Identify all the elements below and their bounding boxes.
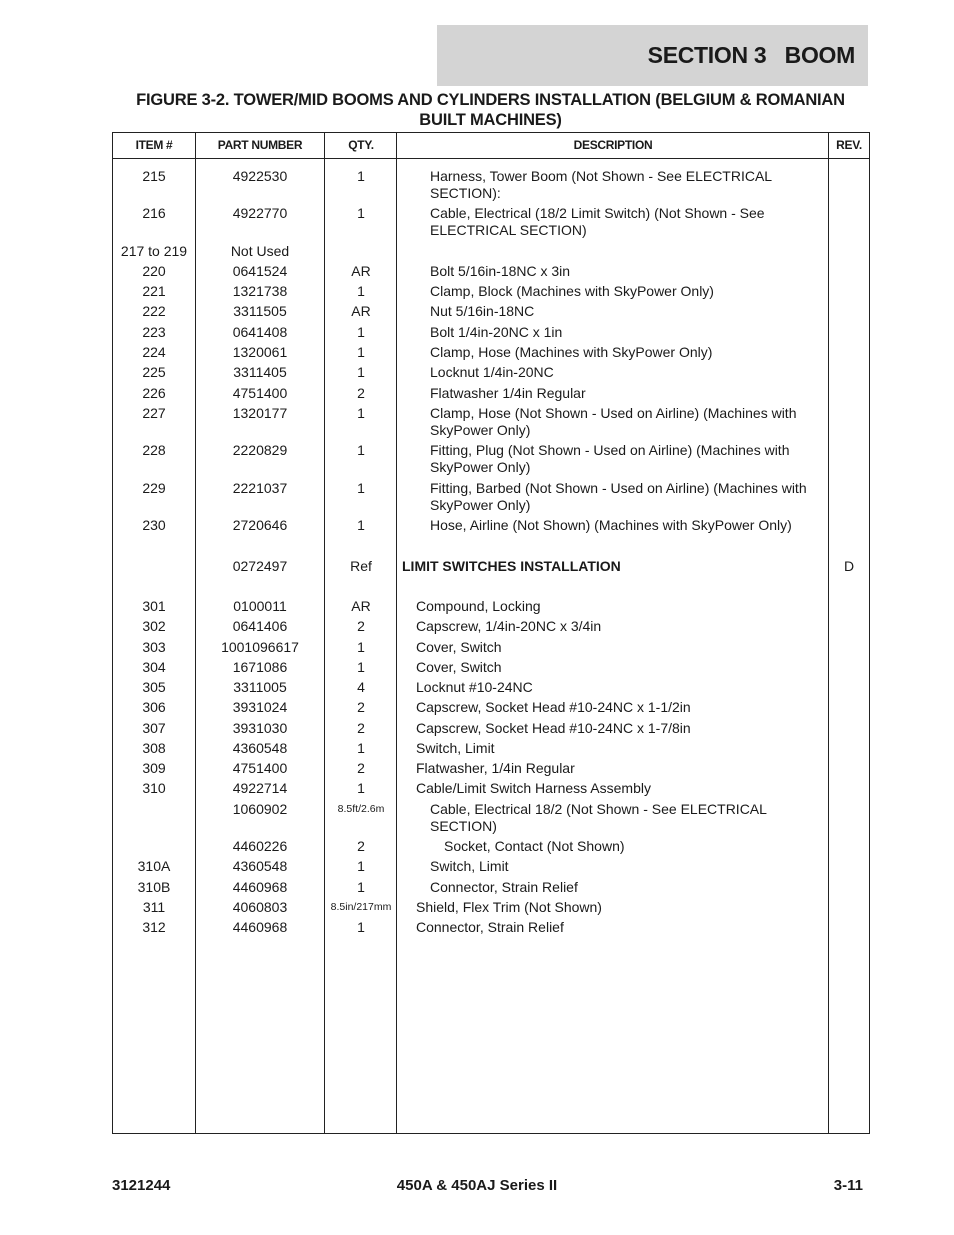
description-cell: Switch, Limit <box>430 858 509 874</box>
qty-cell: 8.5in/217mm <box>330 901 392 913</box>
description-cell: Compound, Locking <box>416 598 541 614</box>
qty-cell: 1 <box>357 283 365 299</box>
qty-cell: 2 <box>357 838 365 854</box>
part-number-cell: 4751400 <box>232 385 288 401</box>
item-cell: 217 to 219 <box>120 243 188 259</box>
qty-cell: AR <box>351 598 371 614</box>
qty-cell: 2 <box>357 385 365 401</box>
description-cell: Cover, Switch <box>416 639 502 655</box>
part-number-cell: 0641524 <box>232 263 288 279</box>
qty-cell: 2 <box>357 760 365 776</box>
description-cell: Socket, Contact (Not Shown) <box>444 838 625 854</box>
item-cell: 301 <box>142 598 166 614</box>
part-number-cell: 4460226 <box>232 838 288 854</box>
item-cell: 309 <box>142 760 166 776</box>
part-number-cell: 3931024 <box>232 699 288 715</box>
qty-cell: 1 <box>357 344 365 360</box>
item-cell: 221 <box>142 283 166 299</box>
part-number-cell: 4460968 <box>232 879 288 895</box>
part-number-cell: 0641408 <box>232 324 288 340</box>
description-cell: Locknut 1/4in-20NC <box>430 364 554 380</box>
item-cell: 223 <box>142 324 166 340</box>
description-cell: Clamp, Hose (Not Shown - Used on Airline) (Machines with SkyPower Only) <box>430 405 797 438</box>
item-cell: 216 <box>142 205 166 221</box>
description-cell: Fitting, Plug (Not Shown - Used on Airline) (Machines with SkyPower Only) <box>430 442 790 475</box>
qty-cell: 1 <box>357 364 365 380</box>
item-cell: 308 <box>142 740 166 756</box>
qty-cell: AR <box>351 303 371 319</box>
qty-cell: 1 <box>357 740 365 756</box>
description-cell: Clamp, Block (Machines with SkyPower Only) <box>430 283 714 299</box>
part-number-cell: 3311505 <box>233 303 287 319</box>
parts-table <box>112 132 870 1134</box>
description-cell: Nut 5/16in-18NC <box>430 303 535 319</box>
qty-cell: 1 <box>357 324 365 340</box>
description-cell: Capscrew, 1/4in-20NC x 3/4in <box>416 618 602 634</box>
part-number-cell: 1001096617 <box>221 639 299 655</box>
qty-cell: 1 <box>357 517 365 533</box>
description-cell: Cable, Electrical 18/2 (Not Shown - See ELECTRICAL SECTION) <box>430 801 767 834</box>
qty-cell: 2 <box>357 699 365 715</box>
footer-doc-number: 3121244 <box>112 1177 171 1194</box>
qty-cell: 1 <box>357 442 365 458</box>
qty-cell: 1 <box>357 168 365 184</box>
description-cell: Switch, Limit <box>416 740 495 756</box>
part-number-cell: 3311405 <box>233 364 287 380</box>
item-cell: 227 <box>142 405 166 421</box>
part-number-cell: 4360548 <box>232 858 288 874</box>
qty-cell: Ref <box>350 558 372 574</box>
part-number-cell: 2220829 <box>232 442 288 458</box>
description-cell: Bolt 5/16in-18NC x 3in <box>430 263 571 279</box>
footer-model: 450A & 450AJ Series II <box>396 1177 558 1194</box>
item-cell: 307 <box>142 720 166 736</box>
item-cell: 228 <box>142 442 166 458</box>
part-number-cell: 1320177 <box>232 405 288 421</box>
qty-cell: 1 <box>357 639 365 655</box>
rev-cell: D <box>843 558 855 574</box>
item-cell: 225 <box>142 364 166 380</box>
description-cell: Capscrew, Socket Head #10-24NC x 1-7/8in <box>416 720 691 736</box>
footer-page-number: 3-11 <box>833 1177 863 1194</box>
item-cell: 226 <box>142 385 166 401</box>
item-cell: 222 <box>142 303 166 319</box>
qty-cell: 1 <box>357 480 365 496</box>
qty-cell: 1 <box>357 659 365 675</box>
description-cell: LIMIT SWITCHES INSTALLATION <box>402 558 621 574</box>
item-cell: 310A <box>137 858 171 874</box>
description-cell: Locknut #10-24NC <box>416 679 533 695</box>
description-cell: Fitting, Barbed (Not Shown - Used on Airline) (Machines with SkyPower Only) <box>430 480 807 513</box>
description-cell: Flatwasher, 1/4in Regular <box>416 760 575 776</box>
description-cell: Hose, Airline (Not Shown) (Machines with SkyPower Only) <box>430 517 792 533</box>
description-cell: Harness, Tower Boom (Not Shown - See ELECTRICAL SECTION): <box>430 168 772 201</box>
item-cell: 304 <box>142 659 166 675</box>
qty-cell: 1 <box>357 879 365 895</box>
part-number-cell: 4922770 <box>232 205 288 221</box>
item-cell: 306 <box>142 699 166 715</box>
item-cell: 230 <box>142 517 166 533</box>
item-cell: 310 <box>142 780 166 796</box>
item-cell: 302 <box>142 618 166 634</box>
header-part-number: PART NUMBER <box>217 138 303 152</box>
description-cell: Connector, Strain Relief <box>430 879 578 895</box>
description-cell: Shield, Flex Trim (Not Shown) <box>416 899 602 915</box>
part-number-cell: 4460968 <box>232 919 288 935</box>
header-qty: QTY. <box>348 138 374 152</box>
part-number-cell: 1320061 <box>232 344 288 360</box>
item-cell: 303 <box>142 639 166 655</box>
qty-cell: 1 <box>357 780 365 796</box>
item-cell: 312 <box>142 919 166 935</box>
figure-title: FIGURE 3-2. TOWER/MID BOOMS AND CYLINDERS INSTALLATION (BELGIUM & ROMANIAN BUILT MACHINES) <box>136 91 845 129</box>
part-number-cell: 0100011 <box>233 598 287 614</box>
item-cell: 215 <box>142 168 166 184</box>
qty-cell: 1 <box>357 205 365 221</box>
description-cell: Connector, Strain Relief <box>416 919 564 935</box>
description-cell: Bolt 1/4in-20NC x 1in <box>430 324 563 340</box>
description-cell: Flatwasher 1/4in Regular <box>430 385 586 401</box>
item-cell: 311 <box>142 899 166 915</box>
description-cell: Cover, Switch <box>416 659 502 675</box>
item-cell: 224 <box>142 344 166 360</box>
part-number-cell: 4922530 <box>232 168 288 184</box>
description-cell: Capscrew, Socket Head #10-24NC x 1-1/2in <box>416 699 691 715</box>
part-number-cell: 2720646 <box>232 517 288 533</box>
item-cell: 310B <box>137 879 171 895</box>
part-number-cell: 1671086 <box>232 659 288 675</box>
description-cell: Clamp, Hose (Machines with SkyPower Only) <box>430 344 713 360</box>
part-number-cell: 2221037 <box>232 480 288 496</box>
part-number-cell: 3311005 <box>233 679 287 695</box>
part-number-cell: 4060803 <box>232 899 288 915</box>
header-rev: REV. <box>836 138 862 152</box>
section-banner <box>437 25 868 86</box>
qty-cell: 2 <box>357 618 365 634</box>
part-number-cell: 4751400 <box>232 760 288 776</box>
section-title: SECTION 3 BOOM <box>647 42 855 68</box>
part-number-cell: 4922714 <box>232 780 288 796</box>
part-number-cell: 1060902 <box>232 801 288 817</box>
header-item: ITEM # <box>135 138 173 152</box>
part-number-cell: 0272497 <box>232 558 288 574</box>
item-cell: 220 <box>142 263 166 279</box>
qty-cell: 2 <box>357 720 365 736</box>
header-divider <box>113 158 869 159</box>
description-cell: Cable, Electrical (18/2 Limit Switch) (Not Shown - See ELECTRICAL SECTION) <box>430 205 765 238</box>
part-number-cell: 4360548 <box>232 740 288 756</box>
part-number-cell: Not Used <box>230 243 290 259</box>
description-cell: Cable/Limit Switch Harness Assembly <box>416 780 651 796</box>
part-number-cell: 1321738 <box>232 283 288 299</box>
qty-cell: 1 <box>357 919 365 935</box>
qty-cell: 1 <box>357 858 365 874</box>
part-number-cell: 3931030 <box>232 720 288 736</box>
item-cell: 305 <box>142 679 166 695</box>
qty-cell: 4 <box>357 679 365 695</box>
qty-cell: 8.5ft/2.6m <box>337 803 385 815</box>
qty-cell: 1 <box>357 405 365 421</box>
part-number-cell: 0641406 <box>232 618 288 634</box>
header-description: DESCRIPTION <box>573 138 653 152</box>
item-cell: 229 <box>142 480 166 496</box>
qty-cell: AR <box>351 263 371 279</box>
